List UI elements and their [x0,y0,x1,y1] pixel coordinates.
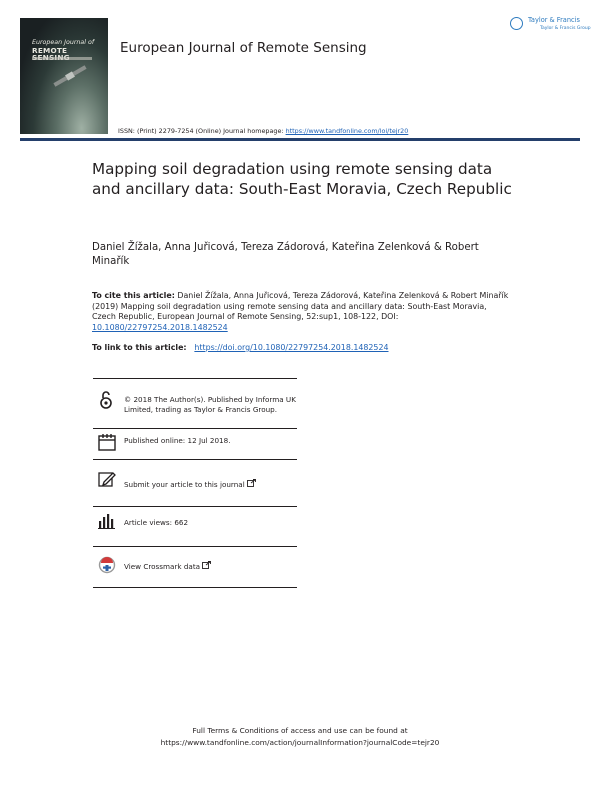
footer-terms [0,725,600,748]
header-divider [20,138,580,141]
article-views-text: Article views: 662 [124,518,189,527]
citation-label: To cite this article: [92,291,175,300]
issn-line [118,127,408,135]
submit-article-link[interactable]: Submit your article to this journal [124,480,245,489]
article-link-line [92,343,389,352]
footer-terms-link[interactable]: https://www.tandfonline.com/action/journalInformation?journalCode=tejr20 [160,737,440,747]
crossmark-icon [98,556,116,574]
journal-title[interactable]: European Journal of Remote Sensing [120,40,367,56]
submit-article-row[interactable] [124,479,299,490]
satellite-illustration [50,65,90,87]
bar-chart-icon [98,512,116,530]
info-divider [93,459,297,460]
publisher-logo[interactable] [510,16,591,38]
publisher-logo-icon [510,17,523,30]
publisher-logo-name: Taylor & Francis [528,16,580,24]
cover-title-line2: REMOTE [32,45,68,55]
journal-cover-image [20,18,108,134]
published-date-text: Published online: 12 Jul 2018. [124,436,231,445]
info-divider [93,428,297,429]
footer-line1: Full Terms & Conditions of access and use can be found at [192,726,408,735]
info-divider-bottom [93,587,297,588]
citation-block [92,291,512,333]
citation-text: Daniel Žížala, Anna Juřicová, Tereza Zádorová, Kateřina Zelenková & Robert Minařík (2019) Mapping soil degradation using remote sensing data and ancillary data: South-East Moravia, Czech Republic, European Journal of Remote Sensing, 52:sup1, 108-122, DOI: [92,291,509,321]
article-authors: Daniel Žížala, Anna Juřicová, Tereza Zádorová, Kateřina Zelenková & Robert Minařík [92,242,479,267]
article-doi-link[interactable]: https://doi.org/10.1080/22797254.2018.1482524 [194,343,389,352]
external-link-icon [202,561,211,569]
crossmark-row[interactable] [124,561,299,572]
external-link-icon [247,479,256,487]
license-text: © 2018 The Author(s). Published by Informa UK Limited, trading as Taylor & Francis Group. [124,395,296,414]
issn-text: ISSN: (Print) 2279-7254 (Online) Journal homepage: [118,127,286,135]
article-title: Mapping soil degradation using remote sensing data and ancillary data: South-East Moravia, Czech Republic [92,160,512,198]
edit-icon [98,470,116,488]
journal-homepage-link[interactable]: https://www.tandfonline.com/loi/tejr20 [285,127,409,135]
crossmark-link[interactable]: View Crossmark data [124,562,201,571]
info-divider-top [93,378,297,379]
publisher-logo-group: Taylor & Francis Group [540,26,591,31]
calendar-icon [98,433,116,451]
cover-subtitle-bar [32,57,92,60]
info-divider [93,546,297,547]
open-access-icon [99,390,113,410]
article-link-label: To link to this article: [92,343,190,352]
citation-doi-link[interactable]: 10.1080/22797254.2018.1482524 [92,322,228,332]
info-divider [93,506,297,507]
cover-title-line1: European Journal of [32,39,95,46]
